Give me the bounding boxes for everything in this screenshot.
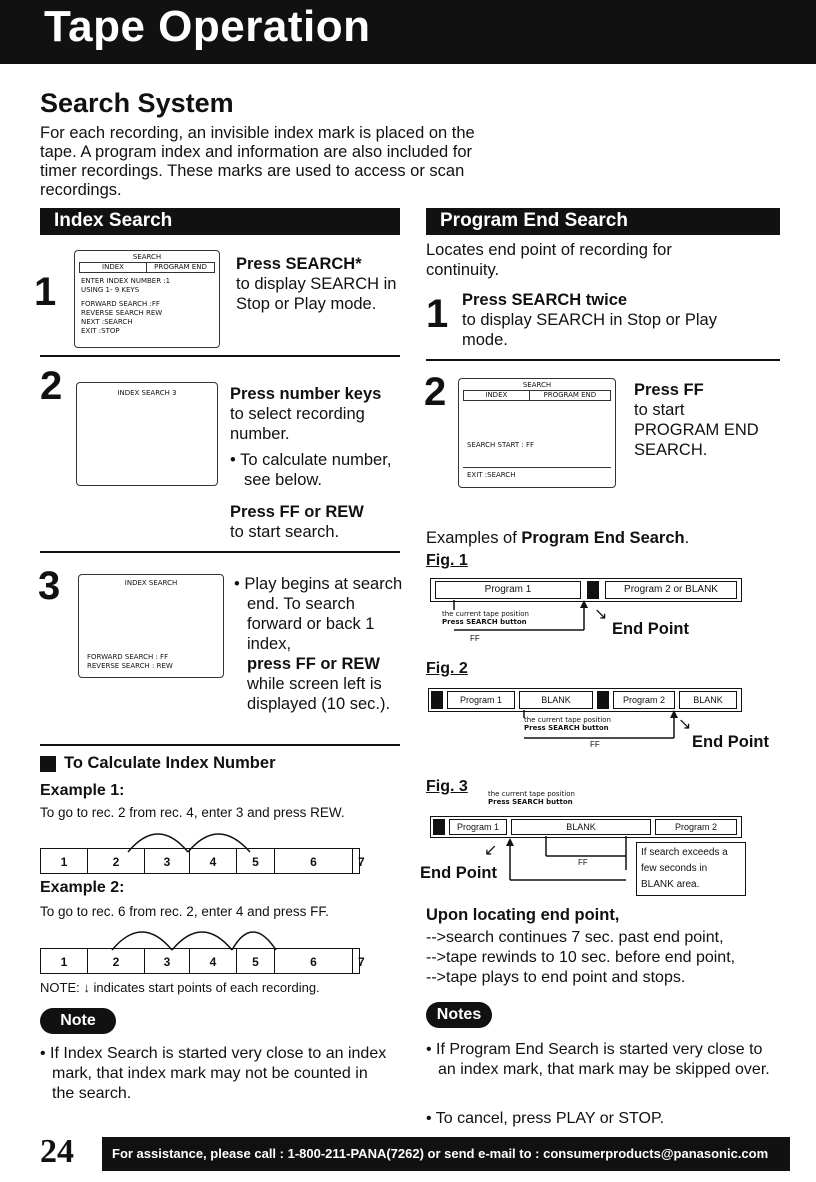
page-number: 24 bbox=[40, 1133, 74, 1170]
step3-text-2: while screen left is displayed (10 sec.). bbox=[247, 675, 391, 713]
pointer-icon: ↘ bbox=[594, 606, 608, 623]
footer-assistance: For assistance, please call : 1-800-211-PANA(7262) or send e-mail to : consumerproducts@panasonic.com bbox=[102, 1137, 790, 1171]
step3-text: • Play begins at search end. To search forward or back 1 index, bbox=[234, 575, 403, 653]
divider bbox=[40, 355, 400, 357]
upon-line: -->tape plays to end point and stops. bbox=[426, 969, 686, 986]
osd-screen-index-search bbox=[74, 250, 220, 348]
program-end-desc: Locates end point of recording for continuity. bbox=[426, 241, 672, 279]
osd-tab-program-end: PROGRAM END bbox=[154, 263, 207, 271]
osd-tab-program-end: PROGRAM END bbox=[543, 391, 597, 399]
fig2-program1: Program 1 bbox=[447, 691, 515, 709]
index-mark-icon bbox=[597, 691, 609, 709]
fig2-ff: FF bbox=[590, 740, 600, 749]
example1-text: To go to rec. 2 from rec. 4, enter 3 and press REW. bbox=[40, 805, 345, 820]
note-label: NOTE: bbox=[40, 980, 80, 995]
note-badge: Note bbox=[40, 1008, 116, 1034]
fig1-end-point: End Point bbox=[612, 620, 689, 638]
osd-screen-forward-reverse bbox=[78, 574, 224, 678]
rec-cell: 2 bbox=[88, 949, 145, 973]
divider bbox=[426, 359, 780, 361]
notes-bullet: • To cancel, press PLAY or STOP. bbox=[426, 1110, 665, 1127]
divider bbox=[40, 744, 400, 746]
fig2-program2: Program 2 bbox=[613, 691, 675, 709]
osd-line: FORWARD SEARCH :FF bbox=[81, 300, 160, 308]
index-search-heading: Index Search bbox=[40, 208, 400, 235]
rec-cell: 6 bbox=[275, 949, 353, 973]
osd-line: REVERSE SEARCH REW bbox=[81, 309, 163, 317]
index-mark-icon bbox=[587, 581, 599, 599]
rec-cell-last: 7 bbox=[358, 855, 365, 869]
fig2-tape bbox=[428, 688, 742, 712]
osd-line: FORWARD SEARCH : FF bbox=[87, 653, 169, 661]
rec-cell: 6 bbox=[275, 849, 353, 873]
rec-cell: 2 bbox=[88, 849, 145, 873]
section-title: Search System bbox=[40, 88, 234, 118]
fig1-program2: Program 2 or BLANK bbox=[605, 581, 737, 599]
divider bbox=[40, 551, 400, 553]
fig2-press: Press SEARCH button bbox=[524, 724, 609, 732]
upon-line: -->search continues 7 sec. past end point, bbox=[426, 929, 724, 946]
fig3-pos: the current tape position bbox=[488, 790, 575, 798]
program-end-heading: Program End Search bbox=[426, 208, 780, 235]
osd-line: REVERSE SEARCH : REW bbox=[87, 662, 173, 670]
osd-line: NEXT :SEARCH bbox=[81, 318, 133, 326]
fig3-end-point: End Point bbox=[420, 864, 497, 882]
osd-tab-index: INDEX bbox=[80, 263, 147, 272]
osd-line: ENTER INDEX NUMBER :1 bbox=[81, 277, 171, 285]
step2-bullet: • To calculate number, see below. bbox=[230, 451, 392, 489]
step2-instruction-2: Press FF or REW bbox=[230, 503, 364, 521]
step2-instruction: Press number keys bbox=[230, 385, 382, 403]
step-number: 2 bbox=[40, 364, 63, 408]
example2-title: Example 2: bbox=[40, 879, 125, 896]
fig3-tape bbox=[430, 816, 742, 838]
examples-bold: Program End Search bbox=[521, 529, 685, 547]
fig3-blank: BLANK bbox=[511, 819, 651, 835]
example1-recording-strip bbox=[40, 848, 360, 874]
fig2-end-point: End Point bbox=[692, 733, 769, 751]
fig3-program1: Program 1 bbox=[449, 819, 507, 835]
page-header-title: Tape Operation bbox=[44, 2, 371, 51]
index-mark-icon bbox=[433, 819, 445, 835]
rec-cell: 5 bbox=[237, 849, 275, 873]
osd-tab-index: INDEX bbox=[464, 391, 530, 400]
osd-screen-program-end bbox=[458, 378, 616, 488]
pe-step1-instruction: Press SEARCH twice bbox=[462, 291, 628, 309]
fig1-pos: the current tape position bbox=[442, 610, 529, 618]
fig3-callout: If search exceeds a few seconds in BLANK area. bbox=[636, 842, 746, 896]
osd-title: INDEX SEARCH bbox=[124, 579, 178, 587]
down-arrow-icon: ↓ bbox=[83, 980, 90, 995]
rec-cell: 1 bbox=[41, 849, 88, 873]
osd-title: SEARCH bbox=[132, 253, 162, 261]
step-number: 1 bbox=[34, 270, 57, 314]
osd-line: EXIT :SEARCH bbox=[463, 467, 611, 480]
fig1-tape bbox=[430, 578, 742, 602]
pe-step2-instruction: Press FF bbox=[634, 381, 704, 399]
step2-text-2: to start search. bbox=[230, 523, 340, 541]
fig2-blank2: BLANK bbox=[679, 691, 737, 709]
step-number: 1 bbox=[426, 292, 449, 336]
osd-line: USING 1- 9 KEYS bbox=[81, 286, 140, 294]
osd-title: SEARCH bbox=[522, 381, 552, 389]
fig3-program2: Program 2 bbox=[655, 819, 737, 835]
osd-screen-index-number bbox=[76, 382, 218, 486]
examples-pre: Examples of bbox=[426, 529, 522, 547]
osd-line: EXIT :STOP bbox=[81, 327, 120, 335]
pe-step1-text: to display SEARCH in Stop or Play mode. bbox=[462, 311, 717, 349]
fig3-press: Press SEARCH button bbox=[488, 798, 573, 806]
examples-post: . bbox=[684, 529, 690, 547]
fig1-ff: FF bbox=[470, 634, 480, 643]
rec-cell: 3 bbox=[145, 949, 190, 973]
section-intro: For each recording, an invisible index mark is placed on the tape. A program index and information are also included for timer recordings. These marks are used to access or scan recordings. bbox=[40, 124, 475, 199]
example1-title: Example 1: bbox=[40, 782, 125, 799]
notes-badge: Notes bbox=[426, 1002, 492, 1028]
step1-instruction: Press SEARCH* bbox=[236, 255, 362, 273]
rec-cell: 3 bbox=[145, 849, 190, 873]
note-text: indicates start points of each recording. bbox=[93, 980, 320, 995]
pointer-icon: ↙ bbox=[484, 842, 498, 859]
notes-bullet: • If Program End Search is started very close to an index mark, that mark may be skipped over. bbox=[426, 1041, 770, 1078]
step2-text: to select recording number. bbox=[230, 405, 365, 443]
square-bullet-icon bbox=[40, 756, 56, 772]
rec-cell: 5 bbox=[237, 949, 275, 973]
fig2-pos: the current tape position bbox=[524, 716, 611, 724]
example2-text: To go to rec. 6 from rec. 2, enter 4 and press FF. bbox=[40, 904, 329, 919]
fig1-label: Fig. 1 bbox=[426, 552, 468, 569]
calc-title: To Calculate Index Number bbox=[64, 754, 276, 772]
fig2-blank: BLANK bbox=[519, 691, 593, 709]
example2-recording-strip bbox=[40, 948, 360, 974]
step-number: 3 bbox=[38, 564, 61, 608]
pointer-icon: ↘ bbox=[678, 716, 692, 733]
pe-step2-text: to start PROGRAM END SEARCH. bbox=[634, 401, 759, 459]
rec-cell: 1 bbox=[41, 949, 88, 973]
upon-title: Upon locating end point, bbox=[426, 906, 620, 924]
step1-text: to display SEARCH in Stop or Play mode. bbox=[236, 275, 397, 313]
step-number: 2 bbox=[424, 370, 447, 414]
osd-title: INDEX SEARCH 3 bbox=[117, 389, 177, 397]
fig1-press: Press SEARCH button bbox=[442, 618, 527, 626]
fig3-label: Fig. 3 bbox=[426, 778, 468, 795]
upon-line: -->tape rewinds to 10 sec. before end point, bbox=[426, 949, 736, 966]
rec-cell-last: 7 bbox=[358, 955, 365, 969]
note-bullet: • If Index Search is started very close to an index mark, that index mark may not be counted in the search. bbox=[40, 1045, 387, 1102]
osd-line: SEARCH START : FF bbox=[467, 441, 535, 449]
rec-cell: 4 bbox=[190, 849, 237, 873]
index-mark-icon bbox=[431, 691, 443, 709]
fig1-program1: Program 1 bbox=[435, 581, 581, 599]
rec-cell: 4 bbox=[190, 949, 237, 973]
fig3-ff: FF bbox=[578, 858, 588, 867]
fig2-label: Fig. 2 bbox=[426, 660, 468, 677]
step3-instruction: press FF or REW bbox=[247, 655, 380, 673]
